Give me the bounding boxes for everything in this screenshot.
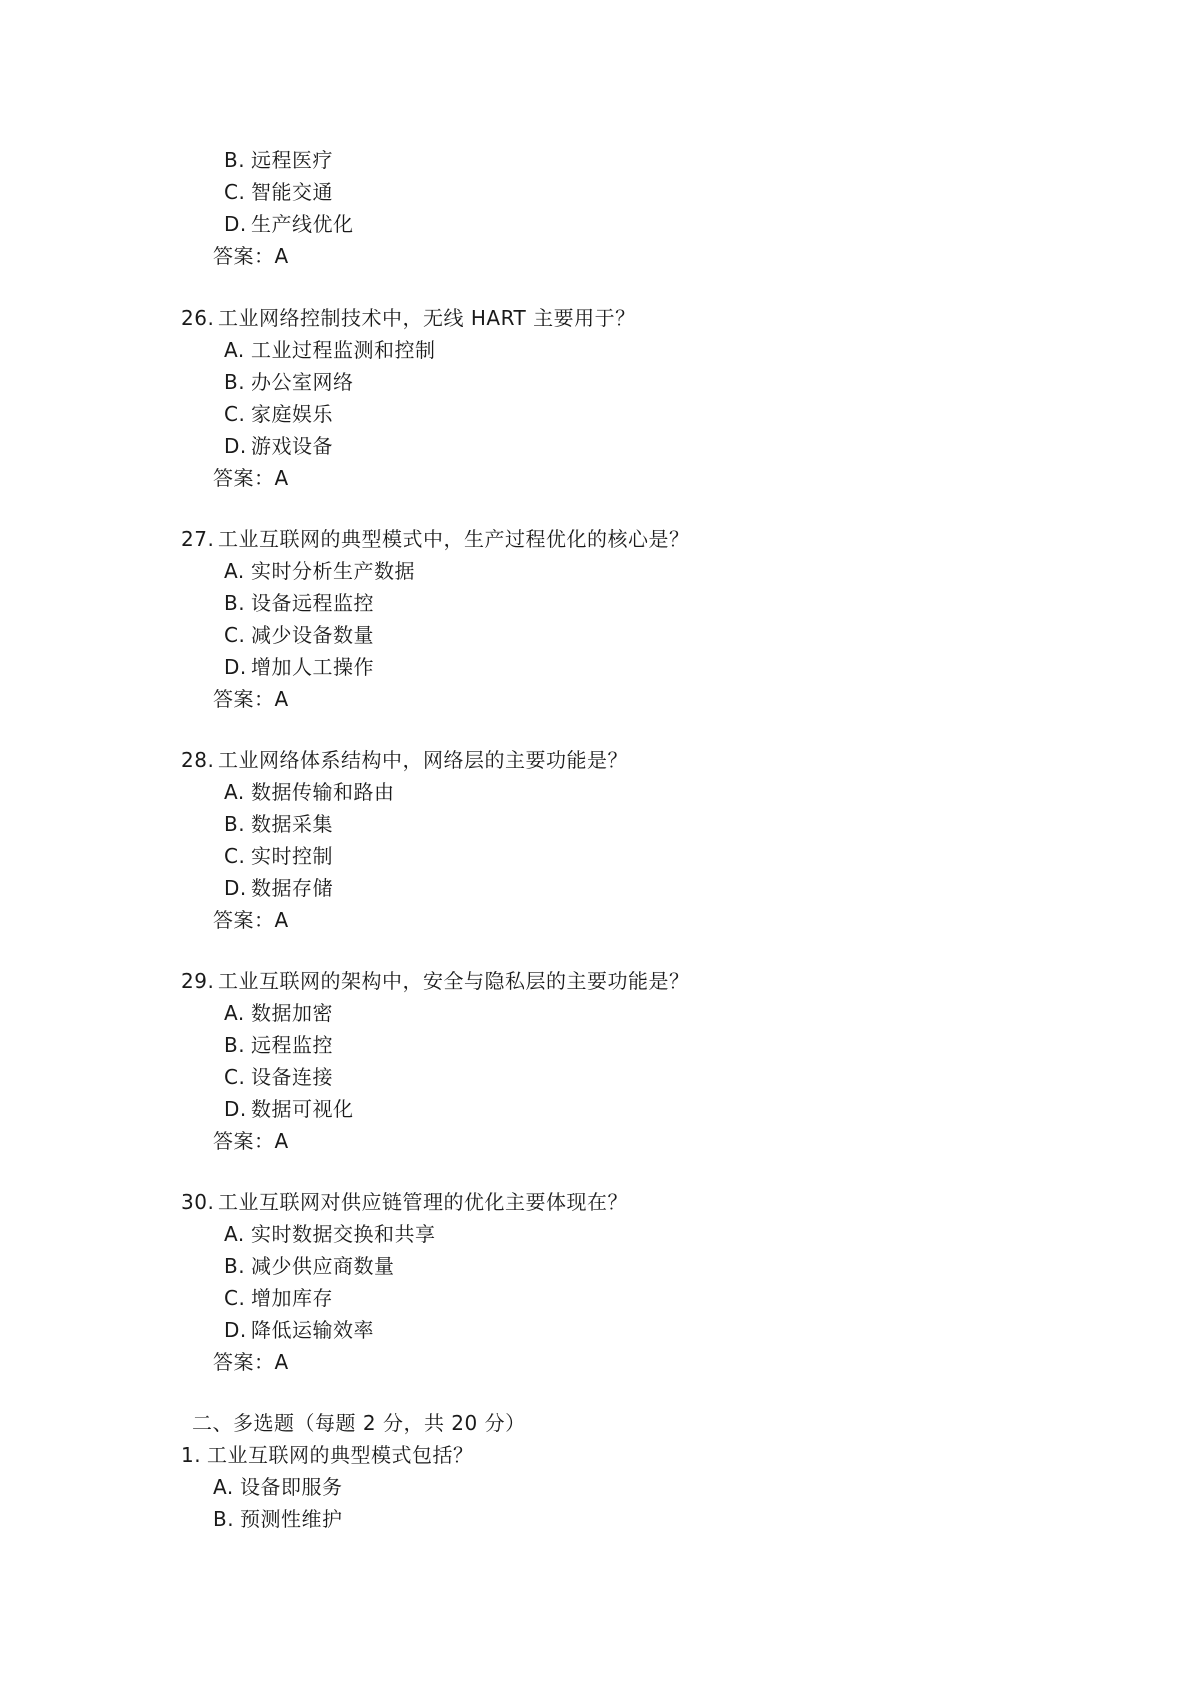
answer-line: 答案：A	[213, 687, 289, 711]
option-a	[224, 1222, 436, 1246]
option-text: 数据加密	[251, 1001, 333, 1025]
question-26	[181, 306, 636, 330]
option-b	[224, 370, 354, 394]
option-a	[224, 338, 436, 362]
option-c	[224, 623, 374, 647]
question-number: 26.	[181, 306, 215, 330]
option-text: 办公室网络	[251, 370, 354, 394]
option-letter: C.	[224, 180, 246, 204]
option-d	[224, 1318, 374, 1342]
option-b	[224, 591, 374, 615]
question-text: 工业互联网的架构中，安全与隐私层的主要功能是？	[218, 969, 690, 993]
option-a	[224, 780, 395, 804]
option-c	[224, 180, 333, 204]
answer-line: 答案：A	[213, 1350, 289, 1374]
option-text: 增加人工操作	[251, 655, 374, 679]
question-number: 27.	[181, 527, 215, 551]
question-text: 工业网络体系结构中，网络层的主要功能是？	[218, 748, 628, 772]
option-text: 设备即服务	[240, 1475, 343, 1499]
option-letter: A.	[224, 780, 245, 804]
multi-question-1	[181, 1443, 474, 1467]
option-b	[224, 812, 333, 836]
option-text: 预测性维护	[240, 1507, 343, 1531]
option-d	[224, 434, 333, 458]
option-b	[224, 1254, 395, 1278]
option-text: 远程医疗	[251, 148, 333, 172]
question-29	[181, 969, 690, 993]
question-text: 工业互联网的典型模式包括？	[207, 1443, 474, 1467]
option-d	[224, 876, 333, 900]
option-text: 实时控制	[251, 844, 333, 868]
option-letter: A.	[224, 559, 245, 583]
option-text: 数据采集	[251, 812, 333, 836]
option-letter: B.	[224, 812, 246, 836]
option-text: 实时分析生产数据	[251, 559, 415, 583]
option-text: 数据可视化	[251, 1097, 354, 1121]
option-letter: D.	[224, 1318, 247, 1342]
option-d	[224, 212, 354, 236]
question-number: 30.	[181, 1190, 215, 1214]
option-c	[224, 1286, 333, 1310]
option-d	[224, 1097, 354, 1121]
option-letter: A.	[224, 338, 245, 362]
option-letter: D.	[224, 876, 247, 900]
option-text: 游戏设备	[251, 434, 333, 458]
option-text: 设备远程监控	[251, 591, 374, 615]
option-text: 增加库存	[251, 1286, 333, 1310]
option-letter: C.	[224, 844, 246, 868]
question-text: 工业网络控制技术中，无线 HART 主要用于？	[218, 306, 636, 330]
answer-line: 答案：A	[213, 466, 289, 490]
option-letter: C.	[224, 1065, 246, 1089]
option-letter: B.	[224, 591, 246, 615]
option-letter: C.	[224, 1286, 246, 1310]
option-text: 生产线优化	[251, 212, 354, 236]
question-27	[181, 527, 690, 551]
answer-line: 答案：A	[213, 244, 289, 268]
option-a	[224, 559, 415, 583]
option-b	[224, 1033, 333, 1057]
option-text: 远程监控	[251, 1033, 333, 1057]
option-text: 实时数据交换和共享	[251, 1222, 436, 1246]
option-text: 数据传输和路由	[251, 780, 395, 804]
question-number: 1.	[181, 1443, 202, 1467]
option-text: 工业过程监测和控制	[251, 338, 436, 362]
option-a	[224, 1001, 333, 1025]
option-letter: B.	[224, 148, 246, 172]
option-letter: D.	[224, 434, 247, 458]
option-letter: B.	[224, 1254, 246, 1278]
question-text: 工业互联网对供应链管理的优化主要体现在？	[218, 1190, 628, 1214]
option-text: 数据存储	[251, 876, 333, 900]
question-28	[181, 748, 628, 772]
section-heading: 二、多选题（每题 2 分，共 20 分）	[192, 1411, 526, 1435]
option-text: 减少供应商数量	[251, 1254, 395, 1278]
option-text: 家庭娱乐	[251, 402, 333, 426]
question-number: 29.	[181, 969, 215, 993]
option-letter: A.	[224, 1001, 245, 1025]
option-letter: D.	[224, 655, 247, 679]
question-text: 工业互联网的典型模式中，生产过程优化的核心是？	[218, 527, 690, 551]
option-letter: C.	[224, 623, 246, 647]
option-text: 减少设备数量	[251, 623, 374, 647]
option-text: 智能交通	[251, 180, 333, 204]
option-a	[213, 1475, 343, 1499]
option-d	[224, 655, 374, 679]
option-b	[213, 1507, 343, 1531]
option-text: 设备连接	[251, 1065, 333, 1089]
option-c	[224, 402, 333, 426]
option-letter: D.	[224, 212, 247, 236]
option-letter: B.	[224, 1033, 246, 1057]
option-letter: A.	[213, 1475, 234, 1499]
option-letter: C.	[224, 402, 246, 426]
question-number: 28.	[181, 748, 215, 772]
answer-line: 答案：A	[213, 1129, 289, 1153]
option-b	[224, 148, 333, 172]
question-30	[181, 1190, 628, 1214]
option-c	[224, 1065, 333, 1089]
option-letter: B.	[213, 1507, 235, 1531]
option-letter: B.	[224, 370, 246, 394]
option-c	[224, 844, 333, 868]
option-letter: D.	[224, 1097, 247, 1121]
option-text: 降低运输效率	[251, 1318, 374, 1342]
option-letter: A.	[224, 1222, 245, 1246]
answer-line: 答案：A	[213, 908, 289, 932]
